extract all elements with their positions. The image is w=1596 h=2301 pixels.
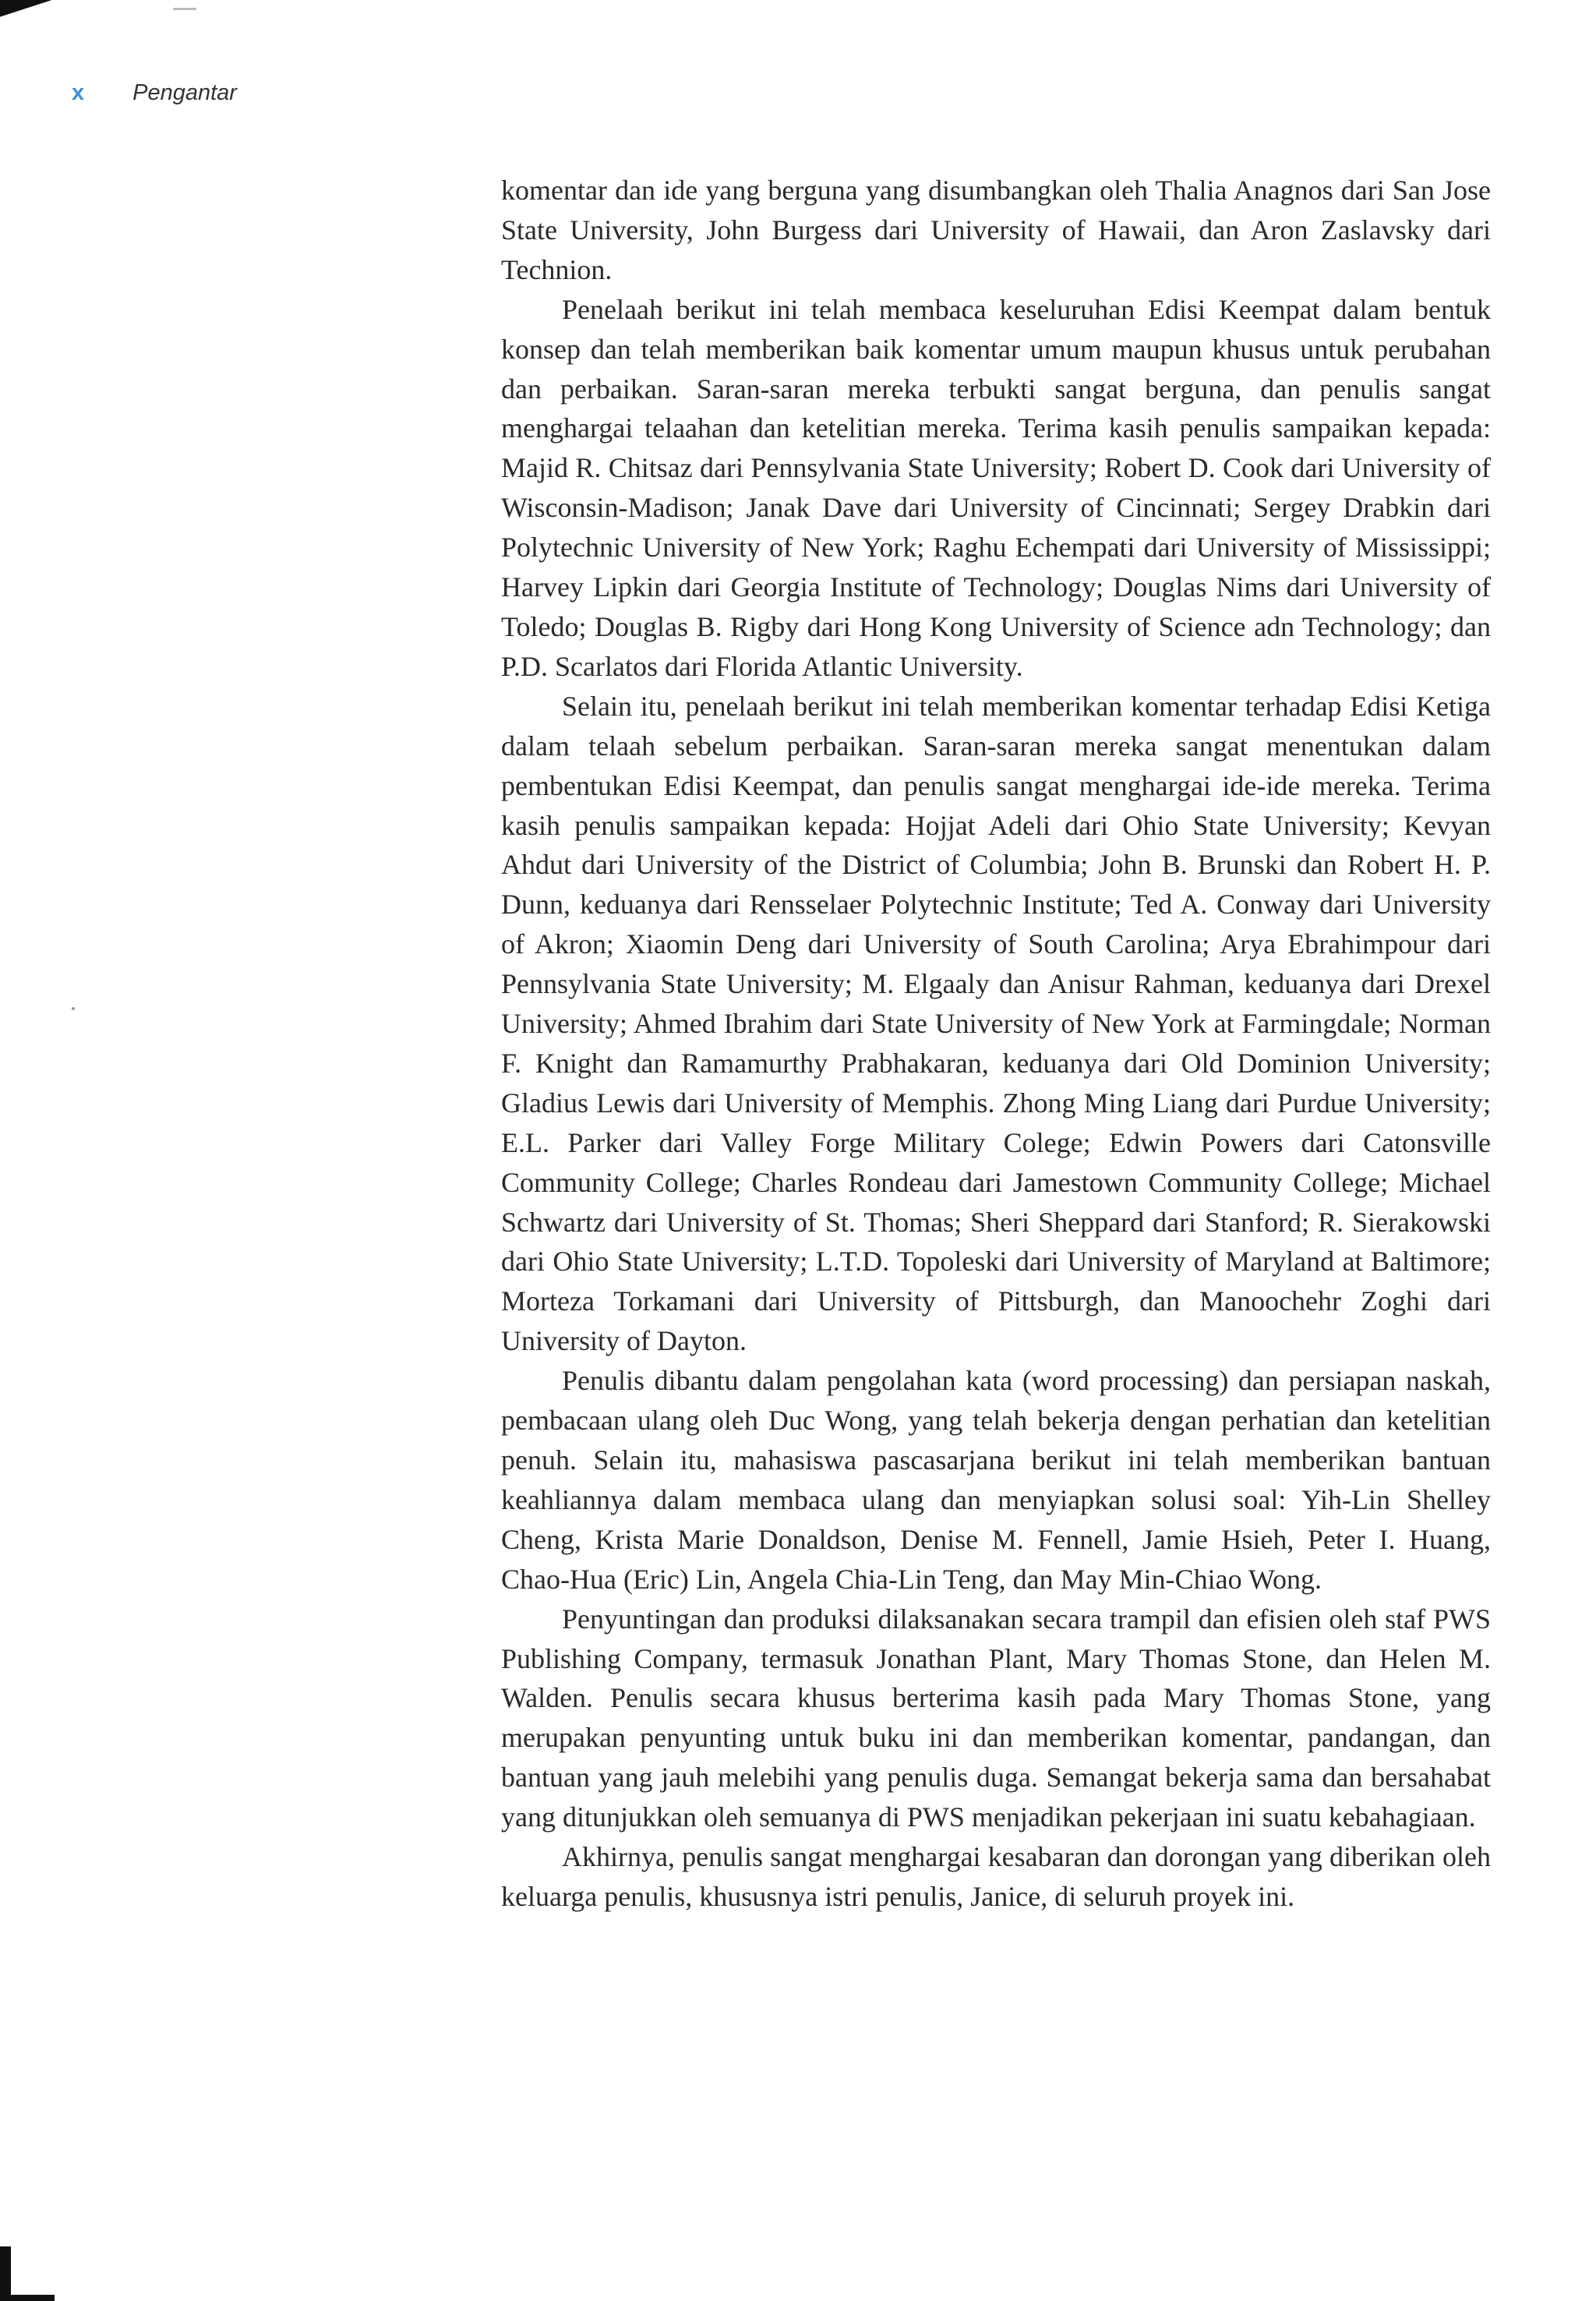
body-text	[501, 171, 1491, 1917]
paragraph-1: komentar dan ide yang berguna yang disumbangkan oleh Thalia Anagnos dari San Jose State University, John Burgess dari University of Hawaii, dan Aron Zaslavsky dari Technion.	[501, 175, 1491, 285]
paragraph-2: Penelaah berikut ini telah membaca keseluruhan Edisi Keempat dalam bentuk konsep dan telah memberikan baik komentar umum maupun khusus untuk perubahan dan perbaikan. Saran-saran mereka terbukti sangat berguna, dan penulis sangat menghargai telaahan dan ketelitian mereka. Terima kasih penulis sampaikan kepada: Majid R. Chitsaz dari Pennsylvania State University; Robert D. Cook dari University of Wisconsin-Madison; Janak Dave dari University of Cincinnati; Sergey Drabkin dari Polytechnic University of New York; Raghu Echempati dari University of Mississippi; Harvey Lipkin dari Georgia Institute of Technology; Douglas Nims dari University of Toledo; Douglas B. Rigby dari Hong Kong University of Science adn Technology; dan P.D. Scarlatos dari Florida Atlantic University.	[501, 293, 1491, 682]
paragraph-6: Akhirnya, penulis sangat menghargai kesabaran dan dorongan yang diberikan oleh keluarga penulis, khususnya istri penulis, Janice, di seluruh proyek ini.	[501, 1841, 1491, 1912]
section-title: Pengantar	[132, 80, 237, 105]
scan-edge-top-left	[0, 0, 94, 70]
scan-mark	[173, 8, 196, 10]
paragraph-4: Penulis dibantu dalam pengolahan kata (word processing) dan persiapan naskah, pembacaan ulang oleh Duc Wong, yang telah bekerja dengan perhatian dan ketelitian penuh. Selain itu, mahasiswa pascasarjana berikut ini telah memberikan bantuan keahliannya dalam membaca ulang dan menyiapkan solusi soal: Yih-Lin Shelley Cheng, Krista Marie Donaldson, Denise M. Fennell, Jamie Hsieh, Peter I. Huang, Chao-Hua (Eric) Lin, Angela Chia-Lin Teng, dan May Min-Chiao Wong.	[501, 1365, 1491, 1595]
running-head	[72, 80, 237, 106]
scan-edge-bottom-left	[0, 2231, 62, 2301]
paragraph-3: Selain itu, penelaah berikut ini telah memberikan komentar terhadap Edisi Ketiga dalam telaah sebelum perbaikan. Saran-saran mereka sangat menentukan dalam pembentukan Edisi Keempat, dan penulis sangat menghargai ide-ide mereka. Terima kasih penulis sampaikan kepada: Hojjat Adeli dari Ohio State University; Kevyan Ahdut dari University of the District of Columbia; John B. Brunski dan Robert H. P. Dunn, keduanya dari Rensselaer Polytechnic Institute; Ted A. Conway dari University of Akron; Xiaomin Deng dari University of South Carolina; Arya Ebrahimpour dari Pennsylvania State University; M. Elgaaly dan Anisur Rahman, keduanya dari Drexel University; Ahmed Ibrahim dari State University of New York at Farmingdale; Norman F. Knight dan Ramamurthy Prabhakaran, keduanya dari Old Dominion University; Gladius Lewis dari University of Memphis. Zhong Ming Liang dari Purdue University; E.L. Parker dari Valley Forge Military Colege; Edwin Powers dari Catonsville Community College; Charles Rondeau dari Jamestown Community College; Michael Schwartz dari University of St. Thomas; Sheri Sheppard dari Stanford; R. Sierakowski dari Ohio State University; L.T.D. Topoleski dari University of Maryland at Baltimore; Morteza Torkamani dari University of Pittsburgh, dan Manoochehr Zoghi dari University of Dayton.	[501, 690, 1491, 1357]
paragraph-5: Penyuntingan dan produksi dilaksanakan secara trampil dan efisien oleh staf PWS Publishing Company, termasuk Jonathan Plant, Mary Thomas Stone, dan Helen M. Walden. Penulis secara khusus berterima kasih pada Mary Thomas Stone, yang merupakan penyunting untuk buku ini dan memberikan komentar, pandangan, dan bantuan yang jauh melebihi yang penulis duga. Semangat bekerja sama dan bersahabat yang ditunjukkan oleh semuanya di PWS menjadikan pekerjaan ini suatu kebahagiaan.	[501, 1603, 1491, 1833]
scan-speck	[72, 1007, 75, 1010]
page-number: x	[72, 80, 85, 105]
